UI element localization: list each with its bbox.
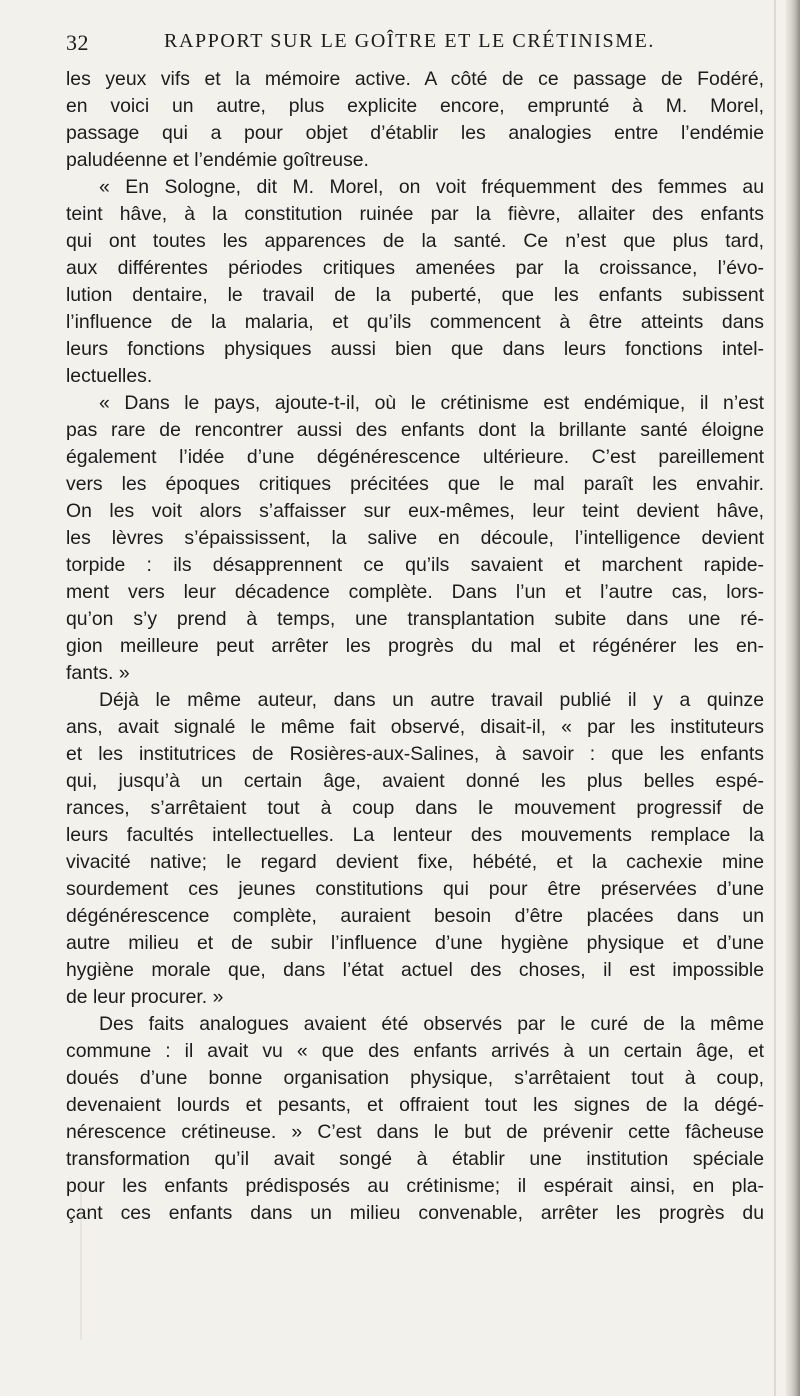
page-edge-shadow <box>774 0 776 1396</box>
text-line: teint hâve, à la constitution ruinée par la fièvre, allaiter des enfants <box>66 203 764 225</box>
text-line: ment vers leur décadence complète. Dans l’un et l’autre cas, lors- <box>66 581 764 603</box>
text-line: aux différentes périodes critiques amenées par la croissance, l’évo- <box>66 257 764 279</box>
text-line: qui, jusqu’à un certain âge, avaient donné les plus belles espé- <box>66 770 764 792</box>
text-line: lectuelles. <box>66 365 153 387</box>
text-line: en voici un autre, plus explicite encore, emprunté à M. Morel, <box>66 95 764 117</box>
text-line: et les institutrices de Rosières-aux-Salines, à savoir : que les enfants <box>66 743 764 765</box>
text-line: nérescence crétineuse. » C’est dans le but de prévenir cette fâcheuse <box>66 1121 764 1143</box>
text-line: « Dans le pays, ajoute-t-il, où le crétinisme est endémique, il n’est <box>99 392 764 414</box>
text-line: commune : il avait vu « que des enfants arrivés à un certain âge, et <box>66 1040 764 1062</box>
text-line: gion meilleure peut arrêter les progrès du mal et régénérer les en- <box>66 635 764 657</box>
paper-mark <box>80 1180 82 1340</box>
text-line: qu’on s’y prend à temps, une transplantation subite dans une ré- <box>66 608 764 630</box>
body-text <box>66 66 764 1227</box>
text-line: ans, avait signalé le même fait observé, disait-il, « par les instituteurs <box>66 716 764 738</box>
text-line: « En Sologne, dit M. Morel, on voit fréquemment des femmes au <box>99 176 764 198</box>
text-line: vers les époques critiques précitées que le mal paraît les envahir. <box>66 473 764 495</box>
text-line: On les voit alors s’affaisser sur eux-mêmes, leur teint devient hâve, <box>66 500 764 522</box>
text-line: de leur procurer. » <box>66 986 224 1008</box>
text-line: torpide : ils désapprennent ce qu’ils savaient et marchent rapide- <box>66 554 764 576</box>
text-line: doués d’une bonne organisation physique, s’arrêtaient tout à coup, <box>66 1067 764 1089</box>
text-line: hygiène morale que, dans l’état actuel des choses, il est impossible <box>66 959 764 981</box>
text-line: vivacité native; le regard devient fixe, hébété, et la cachexie mine <box>66 851 764 873</box>
text-line: l’influence de la malaria, et qu’ils commencent à être atteints dans <box>66 311 764 333</box>
text-line: leurs facultés intellectuelles. La lenteur des mouvements remplace la <box>66 824 764 846</box>
running-head: RAPPORT SUR LE GOÎTRE ET LE CRÉTINISME. <box>164 30 656 52</box>
text-line: les lèvres s’épaississent, la salive en découle, l’intelligence devient <box>66 527 764 549</box>
text-line: pas rare de rencontrer aussi des enfants dont la brillante santé éloigne <box>66 419 764 441</box>
text-line: çant ces enfants dans un milieu convenable, arrêter les progrès du <box>66 1202 764 1224</box>
text-line: transformation qu’il avait songé à établir une institution spéciale <box>66 1148 764 1170</box>
page-header <box>0 30 760 64</box>
text-line: passage qui a pour objet d’établir les analogies entre l’endémie <box>66 122 764 144</box>
text-line: qui ont toutes les apparences de la santé. Ce n’est que plus tard, <box>66 230 764 252</box>
text-line: dégénérescence complète, auraient besoin d’être placées dans un <box>66 905 764 927</box>
text-line: pour les enfants prédisposés au crétinisme; il espérait ainsi, en pla- <box>66 1175 764 1197</box>
text-line: leurs fonctions physiques aussi bien que dans leurs fonctions intel- <box>66 338 764 360</box>
page-number: 32 <box>66 30 89 55</box>
text-line: lution dentaire, le travail de la puberté, que les enfants subissent <box>66 284 764 306</box>
text-line: les yeux vifs et la mémoire active. A côté de ce passage de Fodéré, <box>66 68 764 90</box>
text-line: devenaient lourds et pesants, et offraient tout les signes de la dégé- <box>66 1094 764 1116</box>
text-line: paludéenne et l’endémie goîtreuse. <box>66 149 369 171</box>
text-line: autre milieu et de subir l’influence d’une hygiène physique et d’une <box>66 932 764 954</box>
text-line: Des faits analogues avaient été observés par le curé de la même <box>99 1013 764 1035</box>
text-line: également l’idée d’une dégénérescence ultérieure. C’est pareillement <box>66 446 764 468</box>
text-line: fants. » <box>66 662 130 684</box>
text-line: rances, s’arrêtaient tout à coup dans le mouvement progressif de <box>66 797 764 819</box>
text-line: sourdement ces jeunes constitutions qui pour être préservées d’une <box>66 878 764 900</box>
text-line: Déjà le même auteur, dans un autre travail publié il y a quinze <box>99 689 764 711</box>
